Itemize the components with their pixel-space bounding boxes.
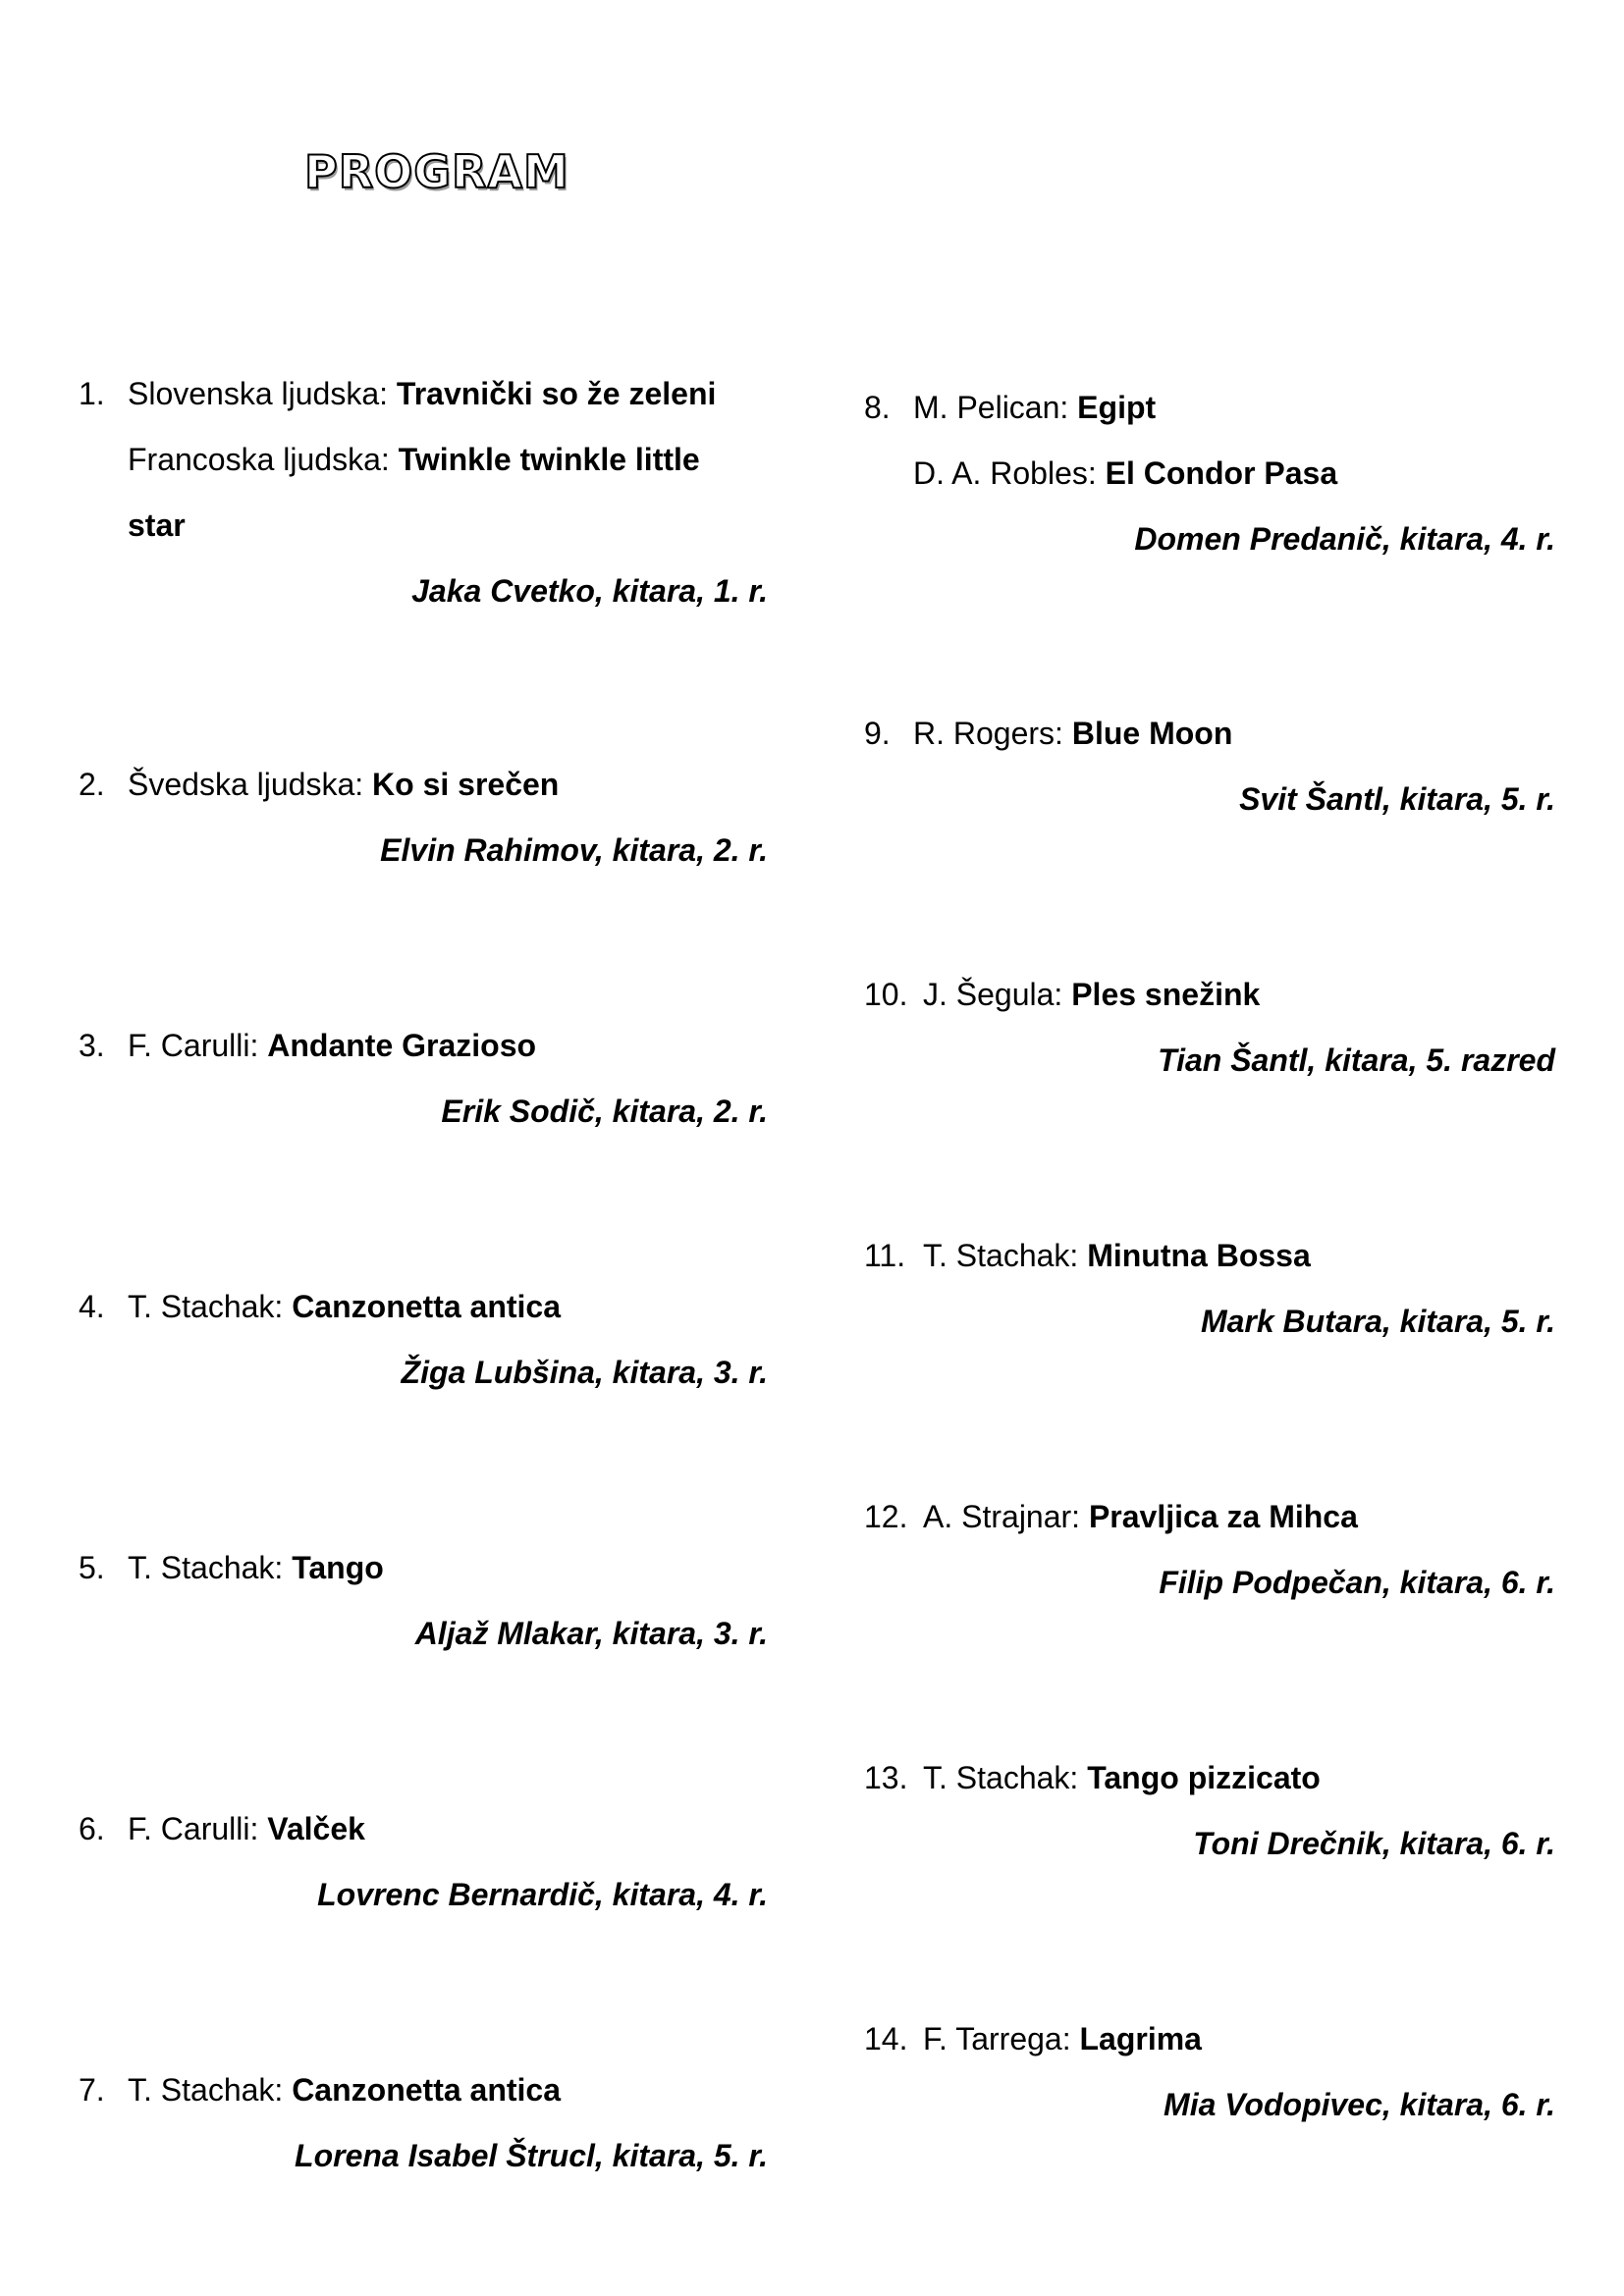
program-item-6	[79, 1796, 766, 1928]
performer: Domen Predanič, kitara, 4. r.	[1134, 521, 1555, 557]
performer: Lovrenc Bernardič, kitara, 4. r.	[317, 1877, 768, 1912]
program-item-3	[79, 1013, 766, 1145]
composer: M. Pelican:	[913, 390, 1078, 425]
piece-title: Travnički so že zeleni	[396, 376, 717, 411]
piece-title: Canzonetta antica	[292, 1289, 562, 1324]
composer: F. Carulli:	[128, 1028, 268, 1063]
item-number: 3.	[79, 1028, 105, 1063]
program-item-5	[79, 1535, 766, 1667]
item-number: 13.	[864, 1760, 908, 1795]
performer: Svit Šantl, kitara, 5. r.	[1239, 781, 1555, 817]
piece-title: Ko si srečen	[372, 767, 560, 802]
performer: Mark Butara, kitara, 5. r.	[1200, 1304, 1555, 1339]
program-item-1	[79, 361, 766, 624]
piece-title: star	[128, 507, 186, 543]
performer: Aljaž Mlakar, kitara, 3. r.	[414, 1616, 768, 1651]
composer: F. Tarrega:	[923, 2021, 1080, 2056]
composer: T. Stachak:	[923, 1760, 1088, 1795]
program-item-4	[79, 1274, 766, 1406]
piece-title: Tango pizzicato	[1087, 1760, 1321, 1795]
performer: Erik Sodič, kitara, 2. r.	[441, 1094, 768, 1129]
item-number: 8.	[864, 390, 891, 425]
composer: J. Šegula:	[923, 977, 1072, 1012]
performer: Elvin Rahimov, kitara, 2. r.	[380, 832, 768, 868]
program-item-8	[864, 375, 1555, 572]
composer: A. Strajnar:	[923, 1499, 1089, 1534]
item-number: 1.	[79, 376, 105, 411]
piece-title: Ples snežink	[1071, 977, 1261, 1012]
item-number: 11.	[864, 1238, 906, 1273]
piece-title: Lagrima	[1079, 2021, 1202, 2056]
program-item-7	[79, 2057, 766, 2189]
composer: Slovenska ljudska:	[128, 376, 397, 411]
program-item-9	[864, 701, 1555, 832]
piece-title: El Condor Pasa	[1105, 455, 1338, 491]
composer: D. A. Robles:	[913, 455, 1106, 491]
piece-title: Pravljica za Mihca	[1088, 1499, 1358, 1534]
composer: T. Stachak:	[128, 1550, 293, 1585]
item-number: 12.	[864, 1499, 908, 1534]
performer: Lorena Isabel Štrucl, kitara, 5. r.	[295, 2138, 768, 2173]
performer: Mia Vodopivec, kitara, 6. r.	[1164, 2087, 1555, 2122]
piece-title: Valček	[267, 1811, 365, 1846]
program-item-14	[864, 2006, 1555, 2138]
item-number: 2.	[79, 767, 105, 802]
composer: Švedska ljudska:	[128, 767, 373, 802]
item-number: 10.	[864, 977, 908, 1012]
item-number: 6.	[79, 1811, 105, 1846]
item-number: 7.	[79, 2072, 105, 2108]
piece-title: Andante Grazioso	[267, 1028, 537, 1063]
performer: Filip Podpečan, kitara, 6. r.	[1159, 1565, 1555, 1600]
piece-title: Egipt	[1077, 390, 1157, 425]
composer: T. Stachak:	[923, 1238, 1088, 1273]
piece-title: Twinkle twinkle little	[398, 442, 700, 477]
composer: F. Carulli:	[128, 1811, 268, 1846]
program-item-10	[864, 962, 1555, 1094]
performer: Toni Drečnik, kitara, 6. r.	[1193, 1826, 1555, 1861]
performer: Tian Šantl, kitara, 5. razred	[1158, 1042, 1555, 1078]
composer: T. Stachak:	[128, 1289, 293, 1324]
piece-title: Blue Moon	[1071, 716, 1233, 751]
item-number: 14.	[864, 2021, 908, 2056]
composer: R. Rogers:	[913, 716, 1072, 751]
composer: Francoska ljudska:	[128, 442, 399, 477]
piece-title: Canzonetta antica	[292, 2072, 562, 2108]
item-number: 5.	[79, 1550, 105, 1585]
piece-title: Minutna Bossa	[1087, 1238, 1311, 1273]
performer: Žiga Lubšina, kitara, 3. r.	[401, 1355, 768, 1390]
composer: T. Stachak:	[128, 2072, 293, 2108]
item-number: 4.	[79, 1289, 105, 1324]
page-title: PROGRAM	[304, 145, 569, 198]
program-item-2	[79, 752, 766, 883]
program-item-11	[864, 1223, 1555, 1355]
program-item-13	[864, 1745, 1555, 1877]
performer: Jaka Cvetko, kitara, 1. r.	[411, 573, 768, 609]
piece-title: Tango	[292, 1550, 384, 1585]
program-item-12	[864, 1484, 1555, 1616]
item-number: 9.	[864, 716, 891, 751]
